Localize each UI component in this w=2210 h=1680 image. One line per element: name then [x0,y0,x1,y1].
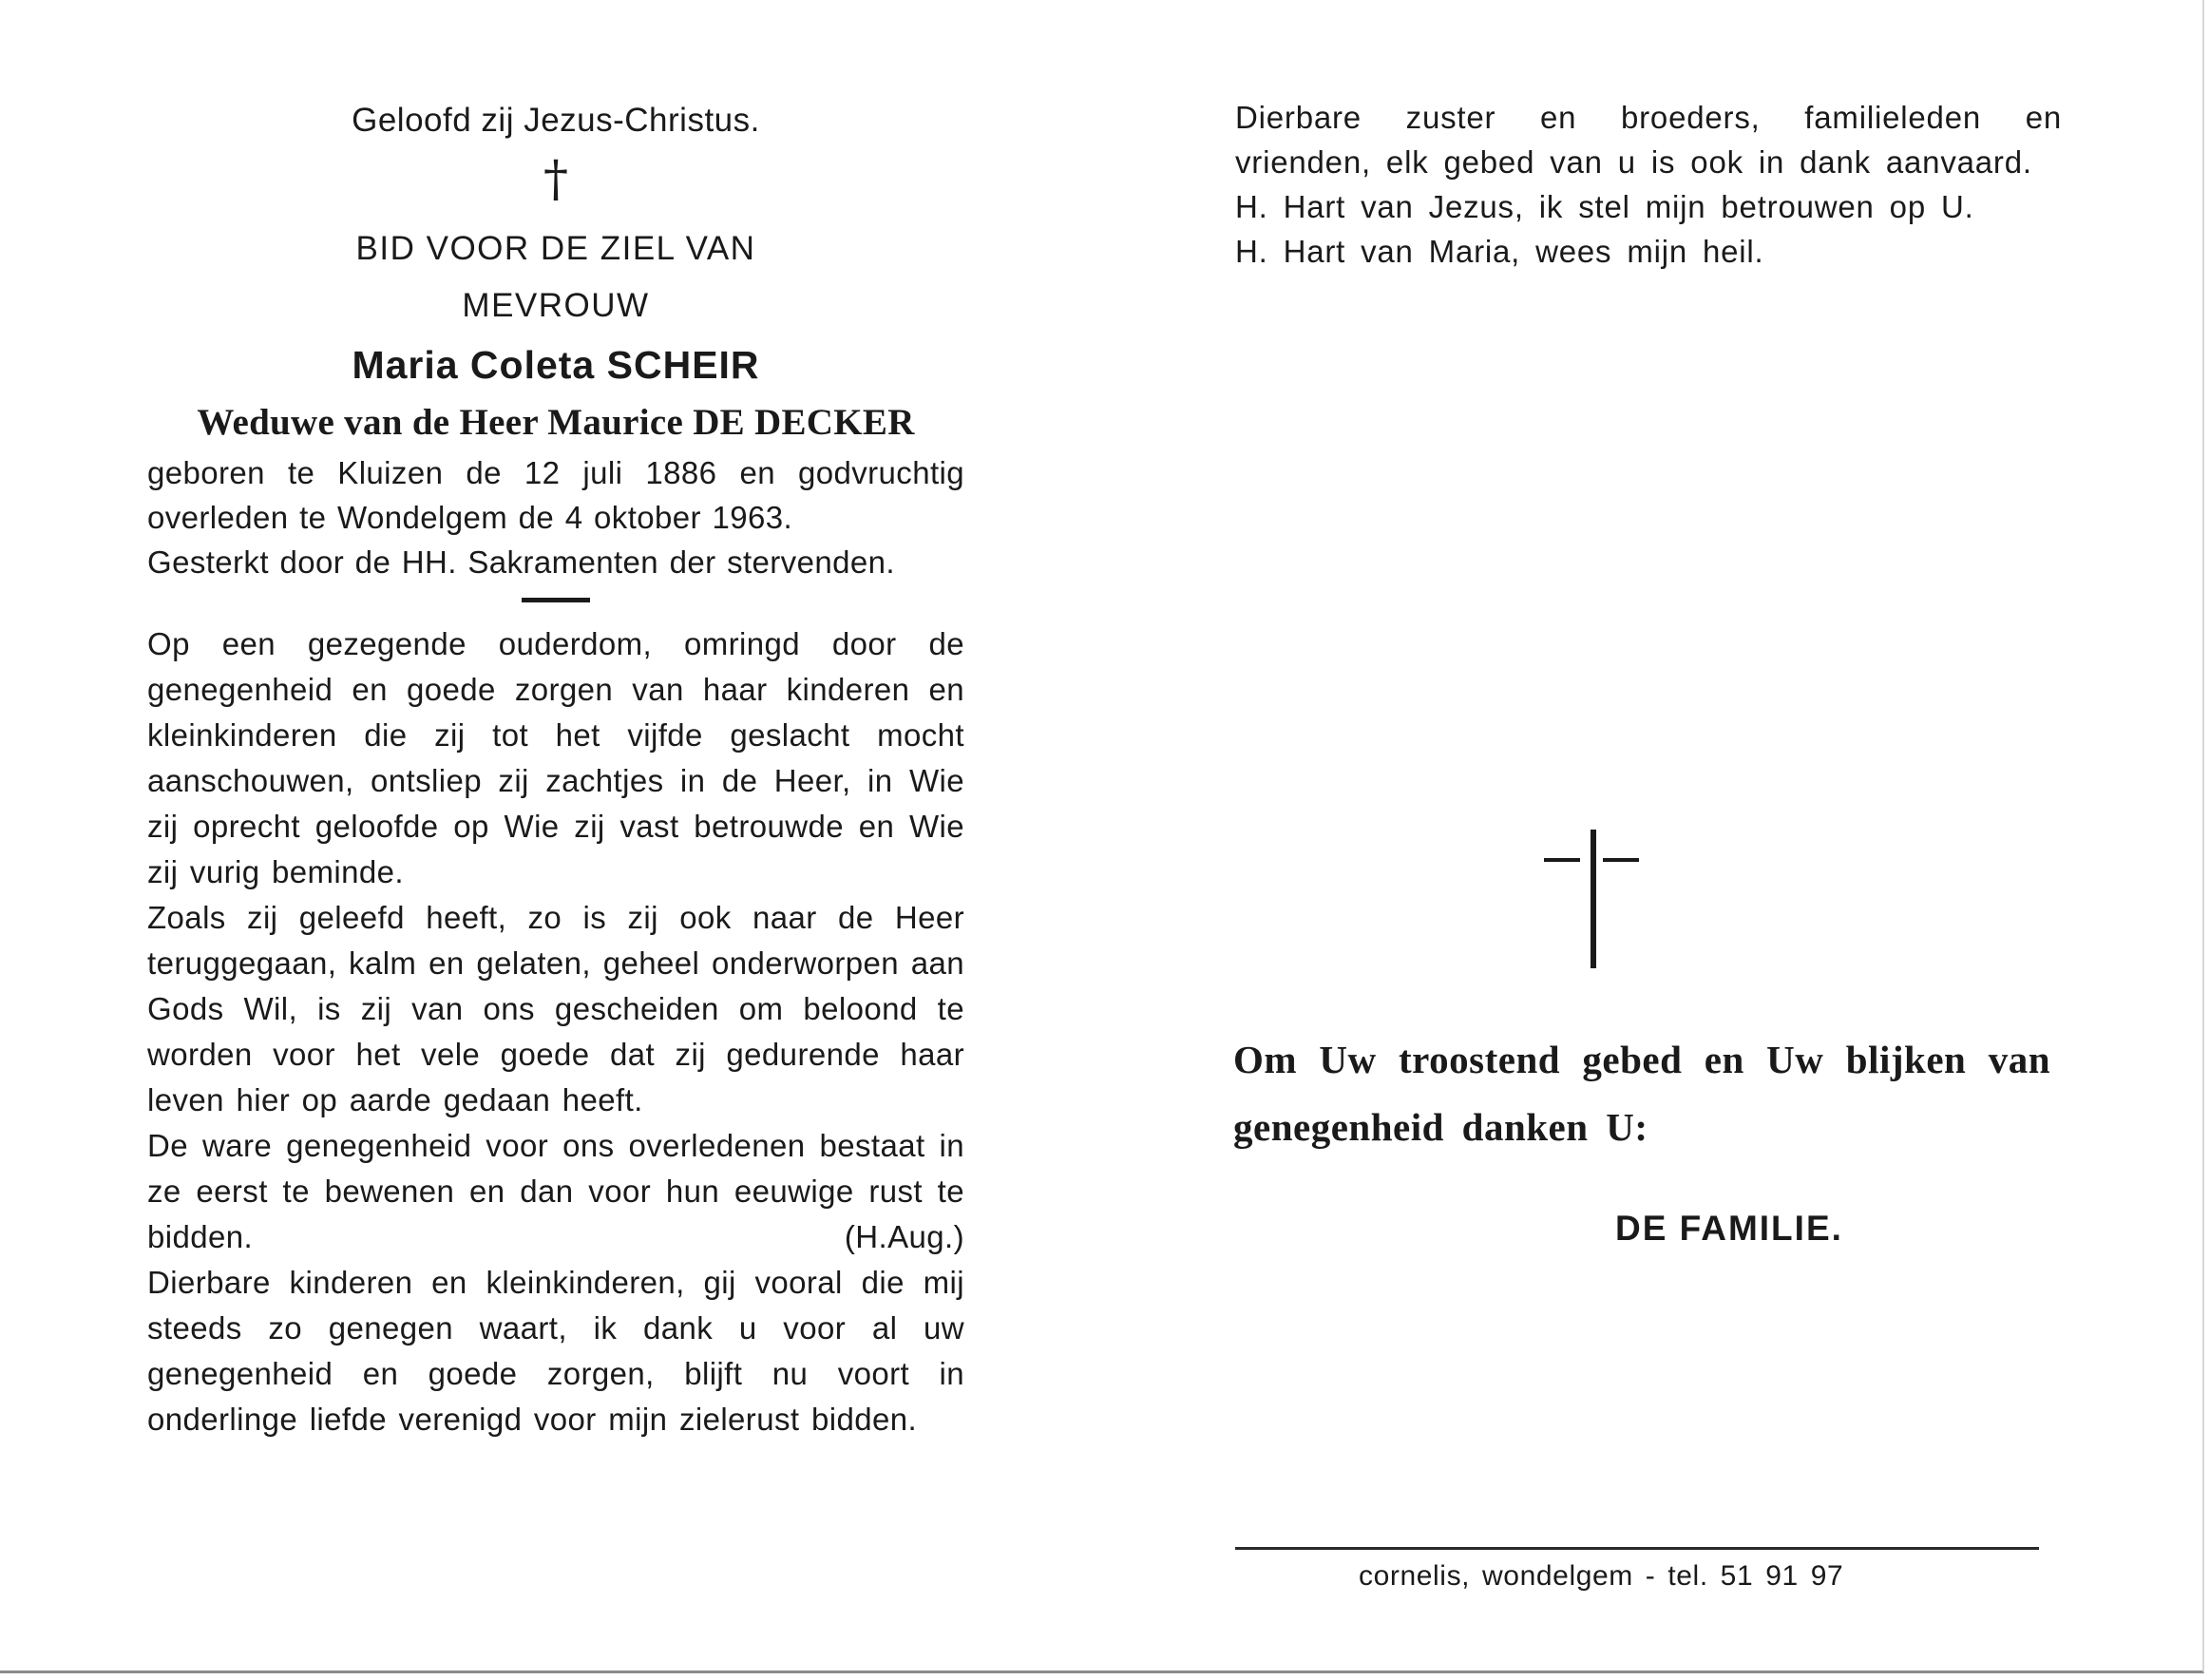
cross-icon: † [543,151,568,208]
birth-line-1: geboren te Kluizen de 12 juli 1886 en godvruchtig [147,455,964,490]
deceased-name: Maria Coleta SCHEIR [352,343,760,387]
header-text: Geloofd zij Jezus-Christus. [352,102,760,139]
paragraph-3-reference: (H.Aug.) [844,1219,964,1254]
paragraph-2: Zoals zij geleefd heeft, zo is zij ook naar de Heer teruggegaan, kalm en gelaten, geheel onderworpen aan Gods Wil, is zij van ons gescheiden om beloond te worden voor het vele goede dat zij gedurende haar leven hier op aarde gedaan heeft. [147,900,964,1117]
large-cross-icon [1544,830,1643,968]
printer-credit: cornelis, wondelgem - tel. 51 91 97 [1359,1560,1844,1592]
paragraph-4: Dierbare kinderen en kleinkinderen, gij vooral die mij steeds zo genegen waart, ik dank u voor al uw genegenheid en goede zorgen, blijft nu voort in onderlinge liefde verenigd voor mijn zielerust bidden. [147,1265,964,1437]
family-signature: DE FAMILIE. [1615,1209,1843,1248]
paragraph-1: Op een gezegende ouderdom, omringd door de genegenheid en goede zorgen van haar kinderen en kleinkinderen die zij tot het vijfde geslacht mocht aanschouwen, ontsliep zij zachtjes in de Heer, in Wie zij oprecht geloofde op Wie zij vast betrouwde en Wie zij vurig beminde. [147,626,964,889]
birth-line-3: Gesterkt door de HH. Sakramenten der stervenden. [147,544,895,580]
right-page [1235,95,2062,274]
widow-line: Weduwe van de Heer Maurice DE DECKER [197,402,915,443]
prayer-line-2: MEVROUW [462,287,650,324]
divider [522,598,590,602]
paragraph-3 [147,1123,964,1260]
right-paragraph-1: Dierbare zuster en broeders, familieleden en vrienden, elk gebed van u is ook in dank aanvaard. [1235,100,2062,180]
left-page [147,95,964,1442]
prayer-line-1: BID VOOR DE ZIEL VAN [355,230,756,267]
thanks-text: Om Uw troostend gebed en Uw blijken van genegenheid danken U: [1233,1038,2050,1149]
prayer-sacred-heart-jesus: H. Hart van Jezus, ik stel mijn betrouwen op U. [1235,189,1974,224]
paragraph-3-text: De ware genegenheid voor ons overledenen bestaat in ze eerst te bewenen en dan voor hun eeuwige rust te bidden. [147,1128,964,1254]
footer-divider [1235,1547,2039,1550]
prayer-sacred-heart-maria: H. Hart van Maria, wees mijn heil. [1235,234,1764,269]
birth-line-2: overleden te Wondelgem de 4 oktober 1963. [147,500,793,535]
